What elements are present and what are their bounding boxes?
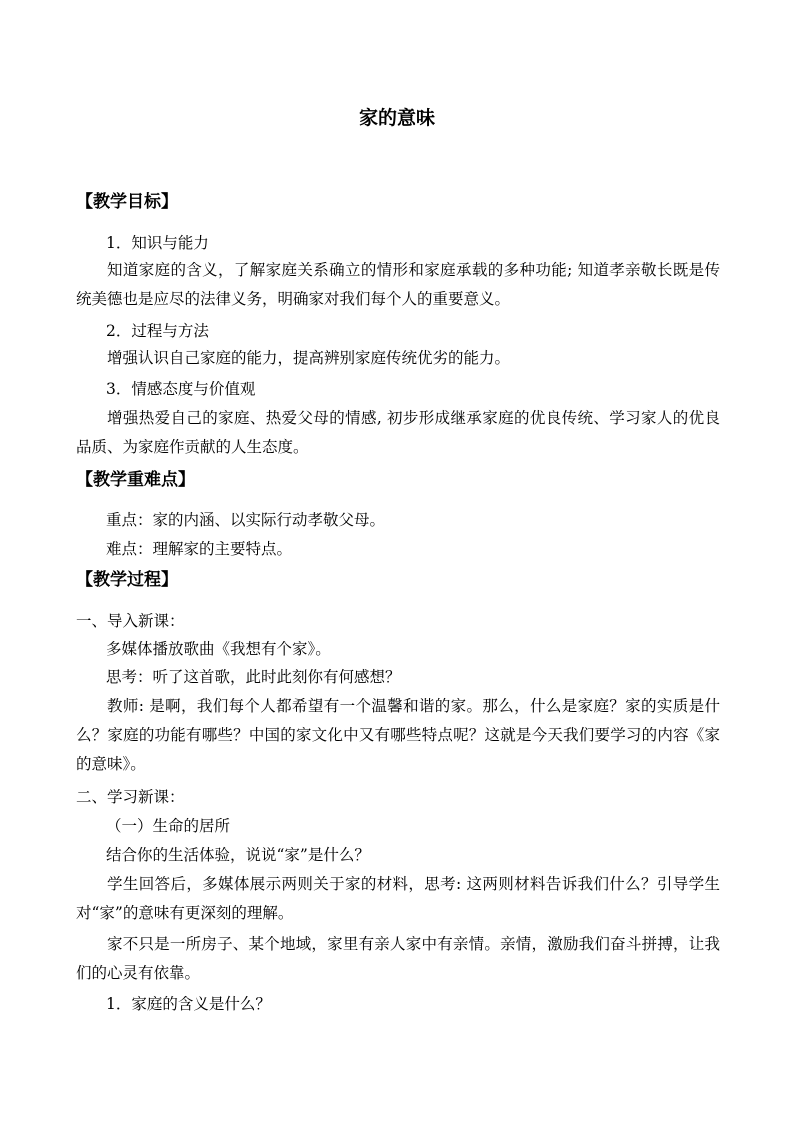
goal-paragraph-emotion: 增强热爱自己的家庭、热爱父母的情感, 初步形成继承家庭的优良传统、学习家人的优良品质、为家庭作贡献的人生态度。 [76,409,720,456]
intro-line-2: 思考：听了这首歌，此时此刻你有何感想？ [106,668,401,686]
section-heading-goals: 【教学目标】 [76,192,178,212]
keypoint-key: 重点：家的内涵、以实际行动孝敬父母。 [106,511,386,529]
new-lesson-paragraph-3: 家不只是一所房子、某个地域，家里有亲人家中有亲情。亲情，激励我们奋斗拼搏，让我们的心灵有依靠。 [76,935,720,982]
question-1: 1．家庭的含义是什么？ [106,995,271,1013]
new-lesson-line-1: 结合你的生活体验，说说“家”是什么？ [106,846,370,864]
section-heading-keypoints: 【教学重难点】 [76,470,195,490]
goal-heading-knowledge: 1．知识与能力 [106,234,209,252]
subsection-heading-1: （一）生命的居所 [106,817,231,835]
new-lesson-paragraph-2: 学生回答后，多媒体展示两则关于家的材料，思考: 这两则材料告诉我们什么？引导学生对“家”的意味有更深刻的理解。 [76,875,720,922]
intro-paragraph-teacher: 教师: 是啊，我们每个人都希望有一个温馨和谐的家。那么，什么是家庭？家的实质是什么？家庭的功能有哪些？中国的家文化中又有哪些特点呢？这就是今天我们要学习的内容《家的意味》。 [76,697,720,773]
intro-line-1: 多媒体播放歌曲《我想有个家》。 [106,640,331,658]
page-title: 家的意味 [358,107,435,129]
keypoint-difficult: 难点：理解家的主要特点。 [106,540,293,558]
goal-heading-emotion: 3．情感态度与价值观 [106,380,256,398]
goal-paragraph-knowledge: 知道家庭的含义，了解家庭关系确立的情形和家庭承载的多种功能; 知道孝亲敬长既是传统美德也是应尽的法律义务，明确家对我们每个人的重要意义。 [76,261,720,308]
intro-heading: 一、导入新课： [76,612,185,630]
goal-heading-process: 2．过程与方法 [106,322,209,340]
section-heading-process: 【教学过程】 [76,570,178,590]
new-lesson-heading: 二、学习新课： [76,788,185,806]
goal-paragraph-process: 增强认识自己家庭的能力，提高辨别家庭传统优劣的能力。 [107,349,511,367]
